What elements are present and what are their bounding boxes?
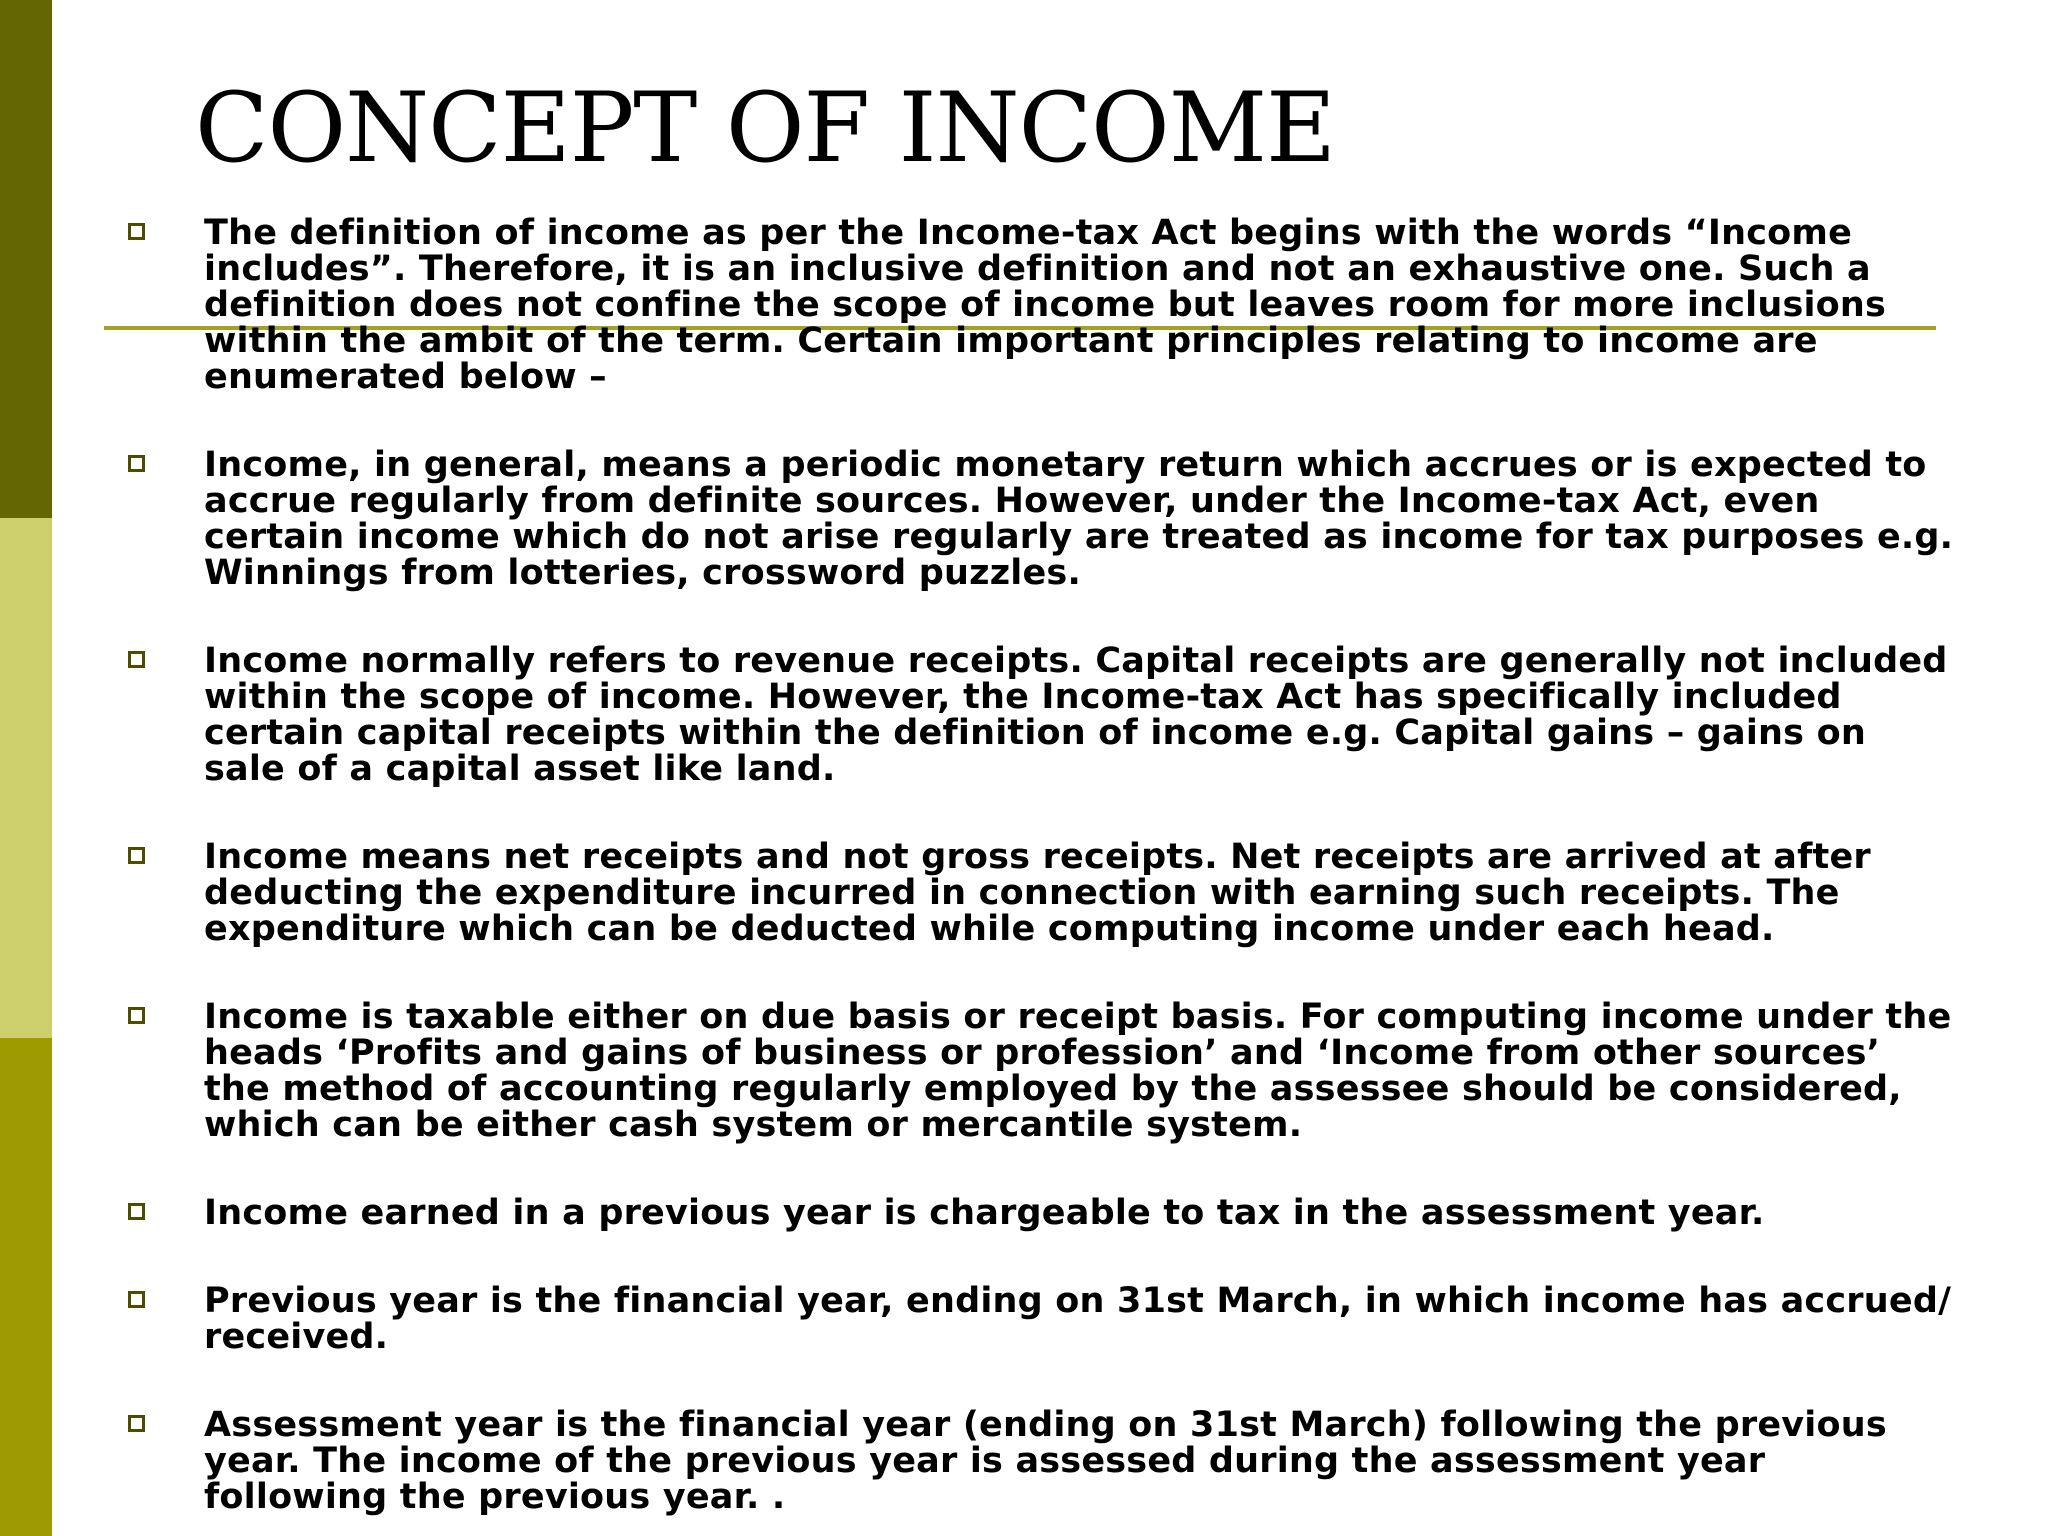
hollow-square-bullet-icon	[128, 455, 145, 472]
bullet-list	[128, 215, 1958, 1536]
hollow-square-bullet-icon	[128, 223, 145, 240]
bullet-item	[128, 215, 1958, 395]
bullet-item	[128, 999, 1958, 1143]
hollow-square-bullet-icon	[128, 1291, 145, 1308]
bullet-text: Assessment year is the financial year (ending on 31st March) following the previous year. The income of the previous year is assessed during the assessment year following the previous year. .	[204, 1405, 1887, 1517]
bullet-text: Income normally refers to revenue receipts. Capital receipts are generally not included within the scope of income. However, the Income-tax Act has specifically included certain capital receipts within the definition of income e.g. Capital gains – gains on sale of a capital asset like land.	[204, 641, 1948, 789]
bullet-item	[128, 447, 1958, 591]
bullet-item	[128, 643, 1958, 787]
bullet-item	[128, 839, 1958, 947]
bullet-item	[128, 1195, 1958, 1231]
bullet-text: The definition of income as per the Income-tax Act begins with the words “Income includes”. Therefore, it is an inclusive definition and not an exhaustive one. Such a definition does not confine the scope of income but leaves room for more inclusions within the ambit of the term. Certain important principles relating to income are enumerated below –	[204, 213, 1887, 397]
bullet-text: Income means net receipts and not gross receipts. Net receipts are arrived at after deducting the expenditure incurred in connection with earning such receipts. The expenditure which can be deducted while computing income under each head.	[204, 837, 1871, 949]
sidebar-band-bottom	[0, 1038, 52, 1536]
bullet-text: Income, in general, means a periodic monetary return which accrues or is expected to accrue regularly from definite sources. However, under the Income-tax Act, even certain income which do not arise regularly are treated as income for tax purposes e.g. Winnings from lotteries, crossword puzzles.	[204, 445, 1954, 593]
hollow-square-bullet-icon	[128, 1415, 145, 1432]
bullet-text: Income is taxable either on due basis or receipt basis. For computing income under the heads ‘Profits and gains of business or profession’ and ‘Income from other sources’ the method of accounting regularly employed by the assessee should be considered, which can be either cash system or mercantile system.	[204, 997, 1952, 1145]
bullet-item	[128, 1407, 1958, 1515]
hollow-square-bullet-icon	[128, 651, 145, 668]
sidebar-band-top	[0, 0, 52, 518]
bullet-text: Previous year is the financial year, ending on 31st March, in which income has accrued/ received.	[204, 1281, 1952, 1357]
bullet-item	[128, 1283, 1958, 1355]
bullet-text: Income earned in a previous year is chargeable to tax in the assessment year.	[204, 1193, 1765, 1233]
slide-title: CONCEPT OF INCOME	[195, 72, 1336, 184]
hollow-square-bullet-icon	[128, 1203, 145, 1220]
sidebar-band-middle	[0, 518, 52, 1038]
hollow-square-bullet-icon	[128, 847, 145, 864]
hollow-square-bullet-icon	[128, 1007, 145, 1024]
